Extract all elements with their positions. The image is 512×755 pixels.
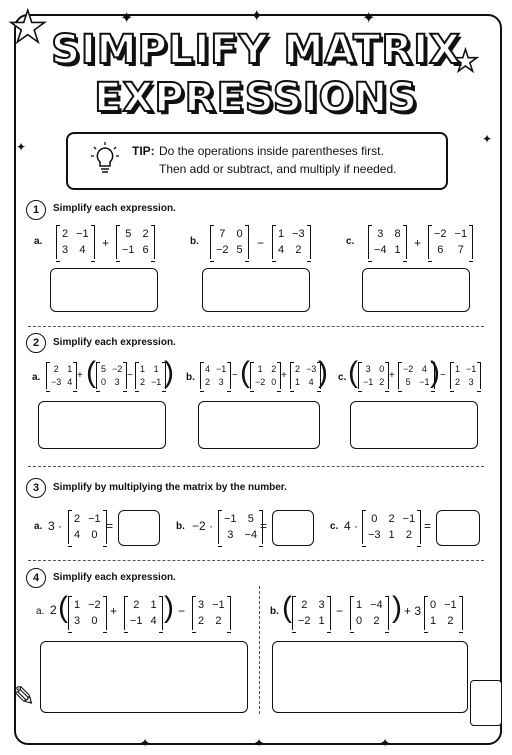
q3c-matrix — [362, 511, 421, 544]
q2c-right-paren: ) — [430, 356, 440, 389]
matrix-entry: −3 — [51, 377, 62, 387]
matrix-entry: −1 — [419, 377, 430, 387]
q1a-answer-box[interactable] — [50, 268, 158, 312]
matrix-entry: 2 — [142, 228, 149, 240]
matrix-entry: 0 — [236, 228, 243, 240]
matrix-entry: 0 — [271, 377, 277, 387]
page-title-line-2: EXPRESSIONS — [94, 75, 418, 121]
matrix-entry: 8 — [394, 228, 401, 240]
matrix-entry: 1 — [67, 364, 73, 374]
q1b-matrix-2 — [272, 226, 311, 259]
matrix-entry: 2 — [379, 377, 385, 387]
q2a-matrix-3 — [135, 363, 166, 389]
matrix-entry: 2 — [215, 615, 222, 627]
matrix-entry: −1 — [88, 513, 101, 525]
q4a-matrix-1 — [68, 597, 107, 630]
q1b-matrix-1 — [210, 226, 249, 259]
q2b-answer-box[interactable] — [198, 401, 320, 449]
q4a-matrix-2 — [124, 597, 163, 630]
matrix-entry: 0 — [430, 599, 437, 611]
section-divider — [28, 326, 484, 327]
matrix-entry: 1 — [455, 364, 461, 374]
question-4-title: Simplify each expression. — [53, 572, 176, 583]
q3c-equals: = — [424, 519, 432, 533]
matrix-entry: −2 — [216, 244, 229, 256]
matrix-entry: 4 — [278, 244, 285, 256]
q4a-right-paren: ) — [164, 591, 174, 624]
matrix-entry: −3 — [306, 364, 317, 374]
q4b-left-paren: ( — [282, 591, 292, 624]
q1b-label: b. — [190, 236, 199, 247]
matrix-entry: 3 — [74, 615, 81, 627]
q4b-matrix-2 — [350, 597, 389, 630]
matrix-entry: 2 — [74, 513, 81, 525]
matrix-entry: −1 — [402, 513, 416, 525]
q2b-matrix-1 — [200, 363, 231, 389]
matrix-entry: −3 — [292, 228, 305, 240]
sparkle-icon: ✦ — [16, 140, 27, 154]
matrix-entry: 2 — [271, 364, 277, 374]
question-3-title: Simplify by multiplying the matrix by the number. — [53, 482, 287, 493]
q2c-label: c. — [338, 372, 347, 383]
q2b-matrix-2 — [250, 363, 281, 389]
q2a-operator-2: − — [127, 370, 133, 381]
matrix-entry: 2 — [373, 615, 380, 627]
matrix-entry: 2 — [198, 615, 205, 627]
q3b-scalar: −2 · — [192, 519, 214, 533]
q2a-matrix-2 — [96, 363, 127, 389]
question-4-number: 4 — [26, 568, 46, 588]
matrix-entry: 1 — [295, 377, 301, 387]
matrix-entry: −2 — [255, 377, 266, 387]
matrix-entry: 2 — [62, 228, 69, 240]
q2a-right-paren: ) — [164, 356, 174, 389]
q4b-operator-2: + 3 — [404, 604, 422, 618]
q4b-label: b. — [270, 606, 279, 617]
sparkle-icon: ✦ — [250, 8, 264, 25]
matrix-entry: 1 — [153, 364, 159, 374]
q2c-operator-1: + — [389, 370, 395, 381]
matrix-entry: 2 — [133, 599, 140, 611]
matrix-entry: 3 — [468, 377, 474, 387]
calculator-icon — [470, 680, 502, 726]
matrix-entry: 5 — [405, 377, 411, 387]
sparkle-icon: ✦ — [482, 132, 493, 146]
q3a-label: a. — [34, 521, 43, 532]
q4a-operator-1: + — [110, 604, 118, 618]
question-1-number: 1 — [26, 200, 46, 220]
matrix-entry: 6 — [142, 244, 149, 256]
q2b-label: b. — [186, 372, 195, 383]
q2a-operator-1: + — [77, 370, 83, 381]
sparkle-icon: ✦ — [254, 736, 265, 750]
q3b-equals: = — [260, 519, 268, 533]
matrix-entry: −3 — [368, 529, 381, 541]
matrix-entry: 2 — [140, 377, 146, 387]
matrix-entry: 4 — [150, 615, 157, 627]
tip-text-line-1: Do the operations inside parentheses first. — [159, 144, 384, 158]
matrix-entry: 3 — [62, 244, 69, 256]
matrix-entry: 1 — [388, 529, 395, 541]
matrix-entry: −1 — [444, 599, 457, 611]
matrix-entry: 0 — [91, 529, 98, 541]
matrix-entry: 2 — [205, 377, 211, 387]
page-title-line-1: SIMPLIFY MATRIX — [51, 27, 461, 73]
column-divider — [259, 586, 260, 714]
q1a-operator: + — [102, 236, 110, 250]
matrix-entry: 2 — [295, 244, 302, 256]
q4a-scalar: 2 — [50, 603, 57, 617]
sparkle-icon: ✦ — [362, 10, 376, 27]
sparkle-icon: ✦ — [380, 736, 391, 750]
matrix-entry: −4 — [244, 529, 258, 541]
q1a-label: a. — [34, 236, 43, 247]
q4a-left-paren: ( — [58, 591, 68, 624]
q4a-matrix-3 — [192, 597, 231, 630]
q4a-answer-box[interactable] — [40, 641, 248, 713]
matrix-entry: −1 — [122, 244, 135, 256]
q4b-answer-box[interactable] — [272, 641, 468, 713]
matrix-entry: 5 — [236, 244, 243, 256]
matrix-entry: 3 — [114, 377, 120, 387]
matrix-entry: 0 — [356, 615, 363, 627]
shooting-star-icon: ★ — [452, 45, 479, 78]
q2b-right-paren: ) — [318, 356, 328, 389]
matrix-entry: 5 — [247, 513, 254, 525]
matrix-entry: 3 — [218, 377, 224, 387]
q3b-answer-box[interactable] — [272, 510, 314, 546]
matrix-entry: 0 — [379, 364, 385, 374]
question-2-title: Simplify each expression. — [53, 337, 176, 348]
q2a-left-paren: ( — [86, 356, 96, 389]
q2b-operator-1: − — [232, 370, 238, 381]
q2c-operator-2: − — [440, 370, 446, 381]
q3c-scalar: 4 · — [344, 519, 359, 533]
matrix-entry: 2 — [53, 364, 59, 374]
matrix-entry: 2 — [295, 364, 301, 374]
matrix-entry: 4 — [79, 244, 86, 256]
matrix-entry: 5 — [101, 364, 107, 374]
matrix-entry: −1 — [216, 364, 227, 374]
matrix-entry: 1 — [356, 599, 363, 611]
q2a-matrix-1 — [46, 363, 77, 389]
matrix-entry: 1 — [257, 364, 263, 374]
matrix-entry: 4 — [67, 377, 73, 387]
matrix-entry: 0 — [101, 377, 107, 387]
matrix-entry: −1 — [212, 599, 225, 611]
lightbulb-icon — [90, 142, 120, 180]
matrix-entry: 3 — [365, 364, 371, 374]
q3b-matrix — [218, 511, 263, 544]
matrix-entry: 2 — [447, 615, 454, 627]
q1c-operator: + — [414, 236, 422, 250]
q1a-matrix-2 — [116, 226, 155, 259]
q3a-matrix — [68, 511, 107, 544]
sparkle-icon: ✦ — [140, 736, 151, 750]
matrix-entry: −1 — [363, 377, 374, 387]
matrix-entry: −2 — [112, 364, 123, 374]
matrix-entry: 3 — [377, 228, 384, 240]
matrix-entry: 4 — [74, 529, 81, 541]
tip-label: TIP: — [132, 144, 155, 158]
matrix-entry: 1 — [278, 228, 285, 240]
q2b-left-paren: ( — [240, 356, 250, 389]
matrix-entry: 4 — [421, 364, 427, 374]
q4b-right-paren: ) — [392, 591, 402, 624]
tip-text-line-2: Then add or subtract, and multiply if needed. — [159, 162, 397, 176]
q1b-operator: − — [257, 236, 265, 250]
q3c-answer-box[interactable] — [436, 510, 480, 546]
matrix-entry: 5 — [125, 228, 132, 240]
matrix-entry: −2 — [434, 228, 447, 240]
matrix-entry: 0 — [371, 513, 378, 525]
matrix-entry: −1 — [454, 228, 468, 240]
matrix-entry: 1 — [318, 615, 325, 627]
matrix-entry: 3 — [318, 599, 325, 611]
question-3-number: 3 — [26, 478, 46, 498]
matrix-entry: 7 — [219, 228, 226, 240]
matrix-entry: 3 — [227, 529, 234, 541]
q2c-matrix-3 — [450, 363, 481, 389]
section-divider — [28, 466, 484, 467]
matrix-entry: 2 — [455, 377, 461, 387]
matrix-entry: −1 — [466, 364, 477, 374]
q3a-answer-box[interactable] — [118, 510, 160, 546]
q4b-matrix-1 — [292, 597, 331, 630]
q3c-label: c. — [330, 521, 339, 532]
matrix-entry: −1 — [130, 615, 143, 627]
q2b-operator-2: + — [281, 370, 287, 381]
q4a-label: a. — [36, 606, 45, 617]
q1b-answer-box[interactable] — [202, 268, 310, 312]
matrix-entry: −1 — [151, 377, 162, 387]
section-divider — [28, 560, 484, 561]
tip-box — [66, 132, 448, 190]
matrix-entry: −2 — [298, 615, 311, 627]
q1c-matrix-2 — [428, 226, 473, 259]
q1a-matrix-1 — [56, 226, 95, 259]
matrix-entry: −4 — [370, 599, 383, 611]
q3a-equals: = — [106, 519, 114, 533]
q1c-answer-box[interactable] — [362, 268, 470, 312]
q3a-scalar: 3 · — [48, 519, 63, 533]
matrix-entry: 4 — [308, 377, 314, 387]
q2c-answer-box[interactable] — [350, 401, 478, 449]
q1c-matrix-1 — [368, 226, 407, 259]
matrix-entry: 2 — [405, 529, 412, 541]
matrix-entry: −1 — [224, 513, 237, 525]
sparkle-icon: ✦ — [120, 10, 134, 27]
question-2-number: 2 — [26, 333, 46, 353]
q2a-label: a. — [32, 372, 41, 383]
q2a-answer-box[interactable] — [38, 401, 166, 449]
matrix-entry: 2 — [301, 599, 308, 611]
matrix-entry: 7 — [457, 244, 464, 256]
matrix-entry: 4 — [205, 364, 211, 374]
matrix-entry: 1 — [140, 364, 146, 374]
q2c-left-paren: ( — [348, 356, 358, 389]
q1c-label: c. — [346, 236, 355, 247]
q2b-matrix-3 — [290, 363, 321, 389]
matrix-entry: 2 — [388, 513, 395, 525]
matrix-entry: 1 — [430, 615, 437, 627]
q4a-operator-2: − — [178, 604, 186, 618]
pencil-icon: ✎ — [12, 681, 36, 712]
matrix-entry: −1 — [76, 228, 89, 240]
matrix-entry: 0 — [91, 615, 98, 627]
q2c-matrix-1 — [358, 363, 389, 389]
matrix-entry: 1 — [74, 599, 81, 611]
matrix-entry: −2 — [403, 364, 414, 374]
q4b-operator-1: − — [336, 604, 344, 618]
question-1-title: Simplify each expression. — [53, 203, 176, 214]
matrix-entry: 1 — [394, 244, 401, 256]
smiling-star-icon: ★ — [8, 3, 48, 52]
matrix-entry: −4 — [374, 244, 387, 256]
matrix-entry: 1 — [150, 599, 157, 611]
q3b-label: b. — [176, 521, 185, 532]
matrix-entry: 6 — [437, 244, 444, 256]
matrix-entry: −2 — [88, 599, 101, 611]
q4b-matrix-3 — [424, 597, 463, 630]
matrix-entry: 3 — [198, 599, 205, 611]
